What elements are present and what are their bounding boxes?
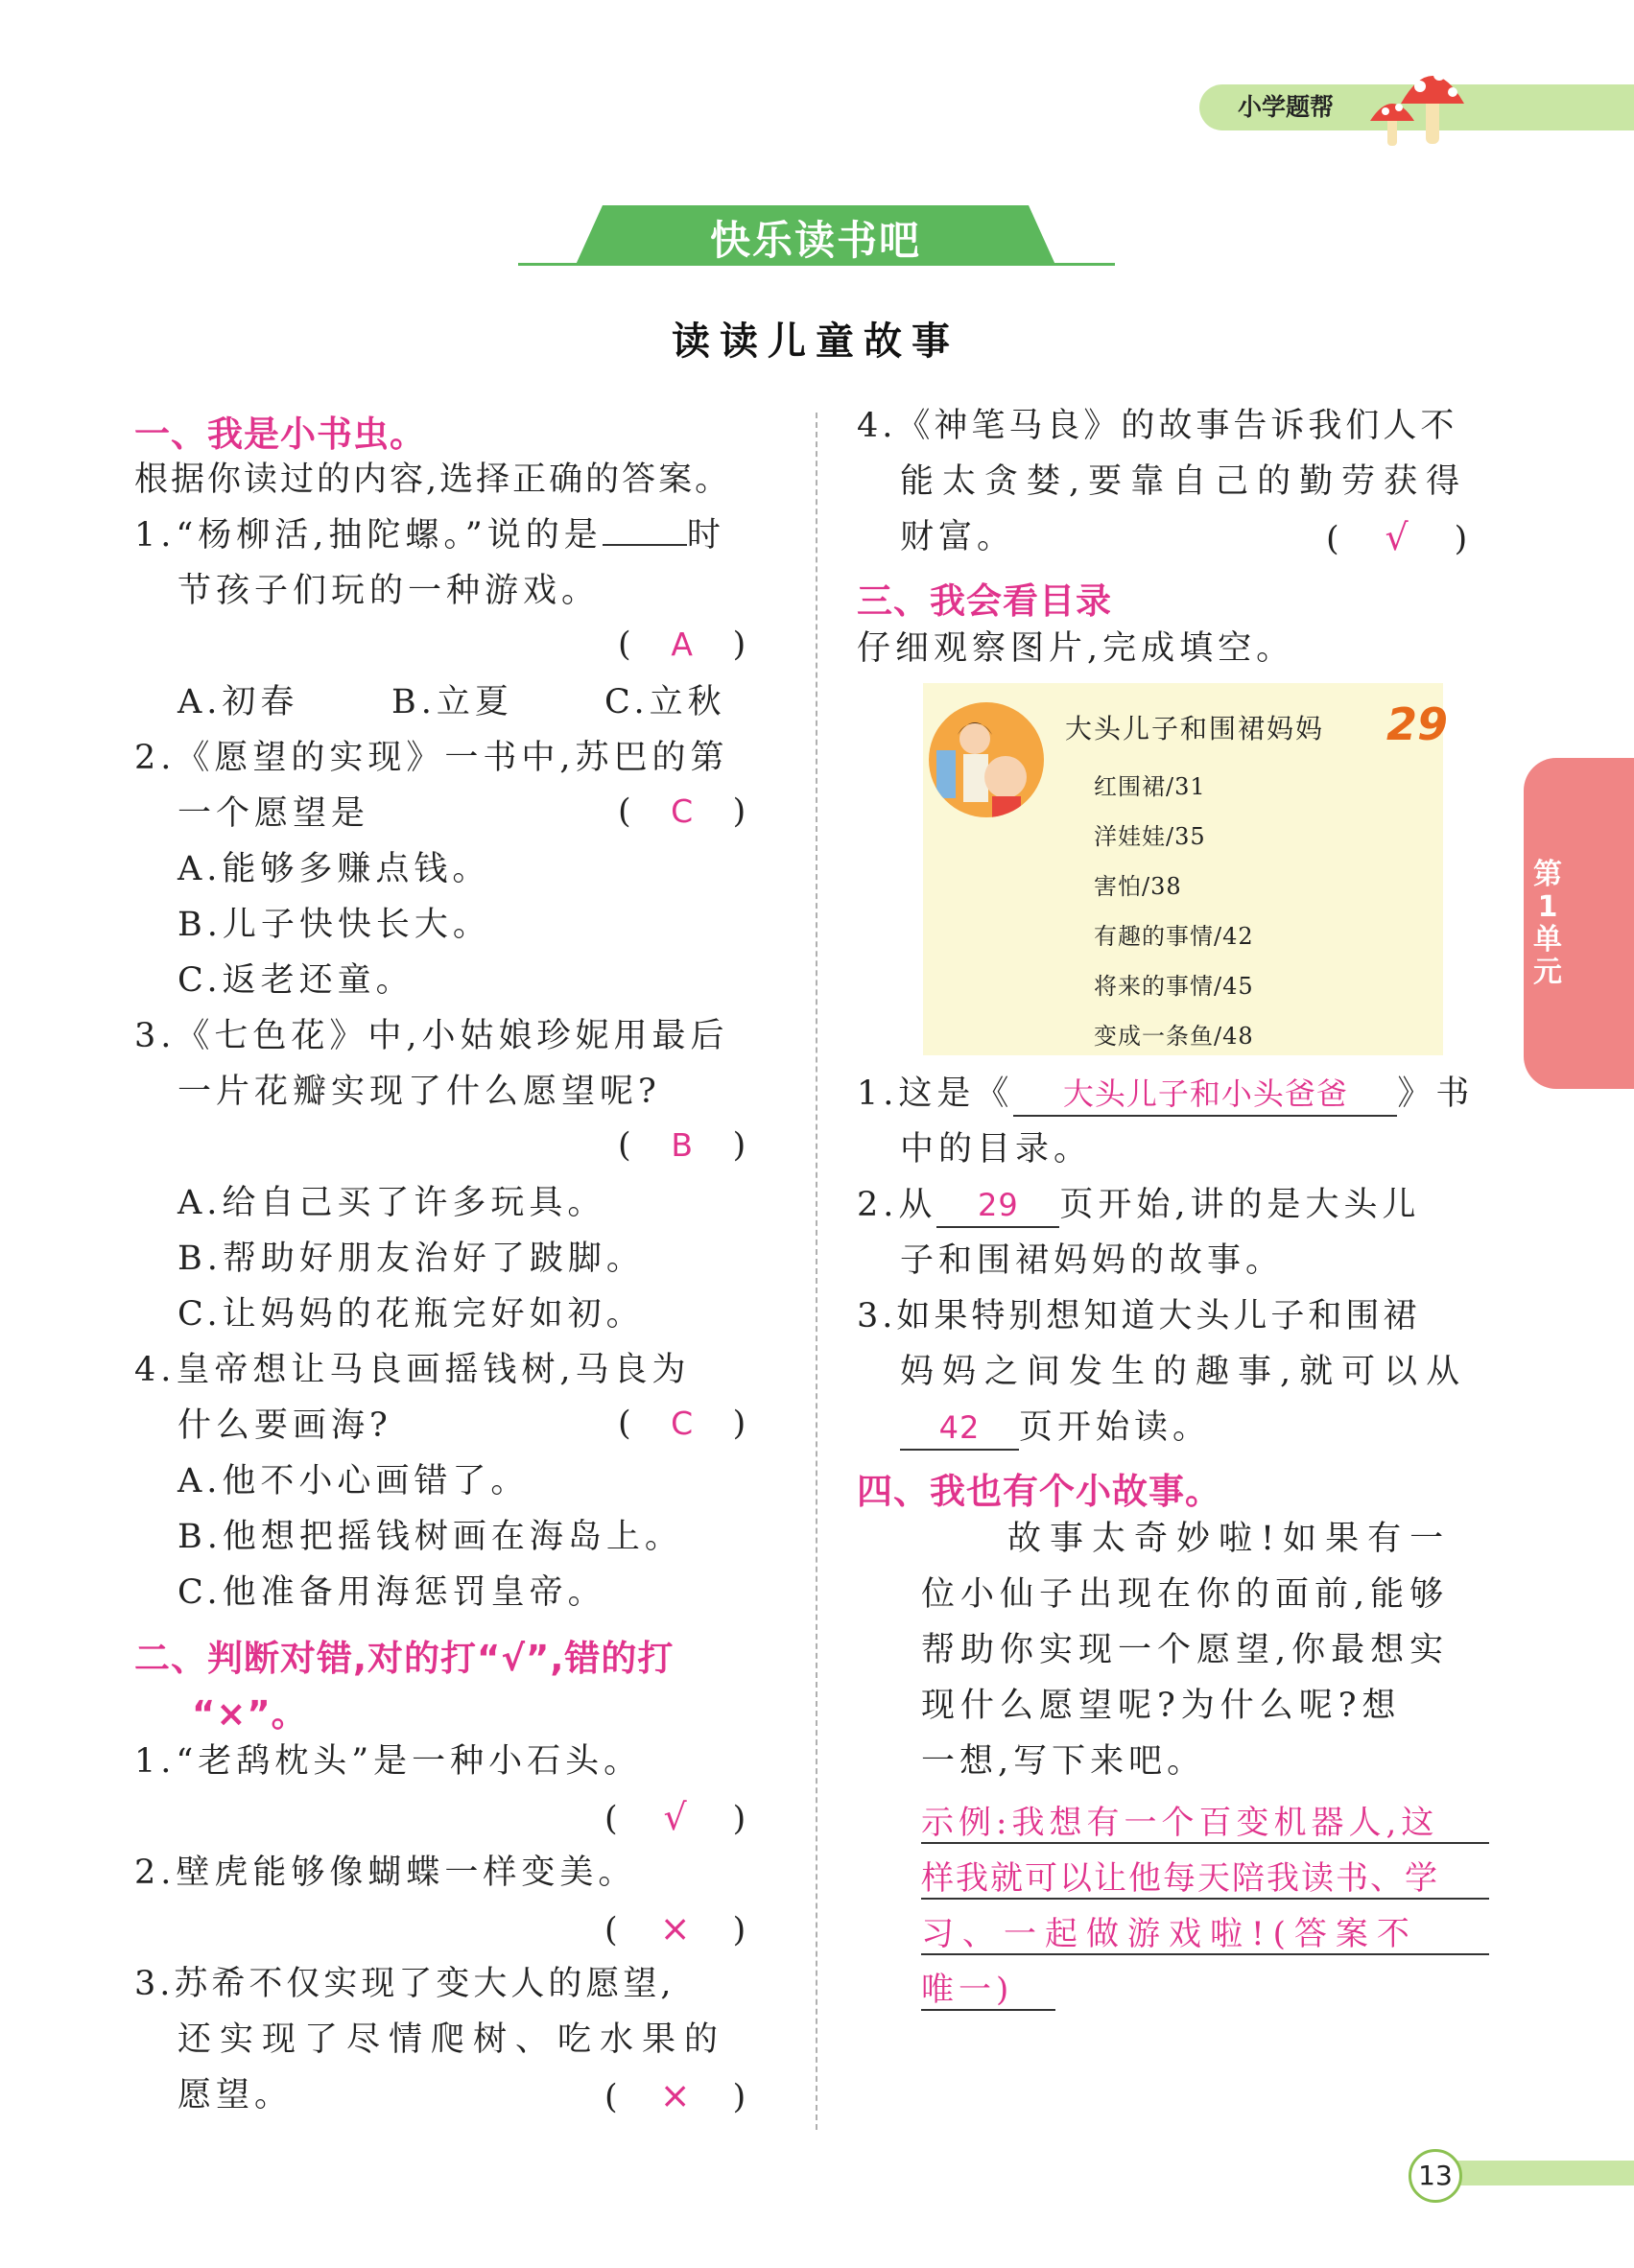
q4-option-c: C.他准备用海惩罚皇帝。 xyxy=(178,1573,606,1612)
q2-option-b: B.儿子快快长大。 xyxy=(178,906,491,944)
s3-q2-line2: 子和围裙妈妈的故事。 xyxy=(900,1241,1285,1280)
answer-underline xyxy=(921,1953,1489,1955)
s4-prompt-line: 现什么愿望呢?为什么呢?想 xyxy=(921,1687,1402,1725)
section1-instruction: 根据你读过的内容,选择正确的答案。 xyxy=(134,461,732,499)
q2-option-a: A.能够多赚点钱。 xyxy=(178,850,491,888)
s4-prompt-line: 一想,写下来吧。 xyxy=(921,1742,1206,1781)
q2-answer: C xyxy=(671,792,694,830)
s4-answer-line: 习、一起做游戏啦!(答案不 xyxy=(921,1915,1418,1953)
s2-q3-answer-box: ( × ) xyxy=(604,2074,746,2116)
s2-q2-answer-box: ( × ) xyxy=(604,1907,746,1949)
q2-option-c: C.返老还童。 xyxy=(178,961,414,1000)
s3-q3-answer[interactable]: 42 xyxy=(900,1406,1019,1451)
s3-q1-answer[interactable]: 大头儿子和小头爸爸 xyxy=(1013,1073,1397,1117)
q1-line1: 1.“杨柳活,抽陀螺。”说的是 时 xyxy=(134,516,725,555)
s2-q3-line3: 愿望。 xyxy=(178,2076,294,2114)
section1-heading: 一、我是小书虫。 xyxy=(134,413,426,455)
answer-underline xyxy=(921,1898,1489,1900)
s3-q3-line2: 妈妈之间发生的趣事,就可以从 xyxy=(900,1353,1469,1391)
page-subtitle: 读读儿童故事 xyxy=(672,319,959,364)
s4-answer-line: 样我就可以让他每天陪我读书、学 xyxy=(921,1859,1439,1898)
brand-label: 小学题帮 xyxy=(1238,93,1335,121)
s2-q1-text: 1.“老鸹枕头”是一种小石头。 xyxy=(134,1742,643,1781)
unit-side-tab-label: 第1单元 xyxy=(1533,858,1562,989)
s2-q1-answer: √ xyxy=(663,1796,687,1838)
q1-answer-box: ( A ) xyxy=(618,626,746,664)
toc-item: 洋娃娃/35 xyxy=(1094,823,1206,850)
toc-illustration xyxy=(929,702,1044,817)
q3-answer: B xyxy=(671,1126,693,1164)
s2-q2-answer: × xyxy=(659,1907,691,1949)
s3-q2-answer[interactable]: 29 xyxy=(936,1184,1059,1228)
q4-option-a: A.他不小心画错了。 xyxy=(178,1462,530,1500)
q1-answer: A xyxy=(671,626,693,663)
q4-line1: 4.皇帝想让马良画摇钱树,马良为 xyxy=(134,1351,691,1389)
s3-q1-line2: 中的目录。 xyxy=(900,1130,1093,1169)
toc-item: 红围裙/31 xyxy=(1094,773,1206,800)
q1-blank[interactable] xyxy=(603,515,687,546)
mother-son-icon xyxy=(929,702,1044,817)
s4-prompt-line: 位小仙子出现在你的面前,能够 xyxy=(921,1575,1450,1614)
toc-item: 将来的事情/45 xyxy=(1094,973,1254,1000)
s2-q1-answer-box: ( √ ) xyxy=(604,1796,746,1838)
s2-q2-text: 2.壁虎能够像蝴蝶一样变美。 xyxy=(134,1854,637,1892)
toc-item: 害怕/38 xyxy=(1094,873,1182,900)
s2-q4-line1: 4.《神笔马良》的故事告诉我们人不 xyxy=(857,407,1458,445)
s4-prompt-line: 帮助你实现一个愿望,你最想实 xyxy=(921,1631,1450,1669)
column-divider xyxy=(816,413,817,2130)
section3-heading: 三、我会看目录 xyxy=(857,580,1112,622)
mushroom-icon xyxy=(1353,58,1468,149)
section2-heading-line2: “×”。 xyxy=(192,1693,308,1735)
q4-answer: C xyxy=(671,1405,694,1442)
q3-option-c: C.让妈妈的花瓶完好如初。 xyxy=(178,1295,645,1334)
q4-line2: 什么要画海? xyxy=(178,1406,392,1445)
q1-option-c: C.立秋 xyxy=(604,683,726,721)
answer-underline xyxy=(921,2009,1055,2011)
s3-q2-line1: 2.从 29 页开始,讲的是大头儿 xyxy=(857,1184,1421,1228)
q1-option-b: B.立夏 xyxy=(391,683,513,721)
q3-option-a: A.给自己买了许多玩具。 xyxy=(178,1184,606,1222)
page-number: 13 xyxy=(1409,2149,1462,2203)
s2-q4-answer-box: ( √ ) xyxy=(1326,516,1468,558)
footer-bar xyxy=(1439,2161,1634,2185)
q3-option-b: B.帮助好朋友治好了跛脚。 xyxy=(178,1240,645,1278)
s2-q3-answer: × xyxy=(659,2074,691,2116)
s3-q3-line3: 42 页开始读。 xyxy=(900,1406,1211,1451)
s2-q3-line1: 3.苏希不仅实现了变大人的愿望, xyxy=(134,1965,675,2003)
q1-option-a: A.初春 xyxy=(178,683,299,721)
section3-instruction: 仔细观察图片,完成填空。 xyxy=(857,629,1295,668)
q1-line2: 节孩子们玩的一种游戏。 xyxy=(178,572,601,610)
answer-underline xyxy=(921,1842,1489,1844)
s2-q3-line2: 还实现了尽情爬树、吃水果的 xyxy=(178,2020,727,2059)
s4-answer-line: 示例:我想有一个百变机器人,这 xyxy=(921,1804,1439,1842)
banner-title: 快乐读书吧 xyxy=(709,217,921,264)
section4-heading: 四、我也有个小故事。 xyxy=(857,1471,1221,1512)
q2-line1: 2.《愿望的实现》一书中,苏巴的第 xyxy=(134,739,729,777)
s4-prompt-line: 故事太奇妙啦!如果有一 xyxy=(1007,1520,1453,1558)
q3-line1: 3.《七色花》中,小姑娘珍妮用最后 xyxy=(134,1017,729,1055)
q3-answer-box: ( B ) xyxy=(618,1126,746,1165)
s3-q3-line1: 3.如果特别想知道大头儿子和围裙 xyxy=(857,1297,1421,1335)
toc-page-number: 29 xyxy=(1386,698,1449,750)
toc-item: 有趣的事情/42 xyxy=(1094,923,1254,950)
s2-q4-line3: 财富。 xyxy=(900,518,1016,556)
toc-title: 大头儿子和围裙妈妈 xyxy=(1065,713,1325,744)
q4-answer-box: ( C ) xyxy=(618,1405,746,1443)
s2-q4-line2: 能太贪婪,要靠自己的勤劳获得 xyxy=(900,462,1469,501)
section2-heading-line1: 二、判断对错,对的打“√”,错的打 xyxy=(134,1638,675,1679)
q4-option-b: B.他想把摇钱树画在海岛上。 xyxy=(178,1518,683,1556)
q2-line2: 一个愿望是 xyxy=(178,794,370,833)
q3-line2: 一片花瓣实现了什么愿望呢? xyxy=(178,1073,661,1111)
s3-q1-line1: 1.这是《 大头儿子和小头爸爸 》书 xyxy=(857,1073,1474,1117)
q2-answer-box: ( C ) xyxy=(618,792,746,831)
s4-answer-line: 唯一) xyxy=(921,1971,1014,2009)
toc-item: 变成一条鱼/48 xyxy=(1094,1023,1254,1050)
s2-q4-answer: √ xyxy=(1385,516,1409,558)
